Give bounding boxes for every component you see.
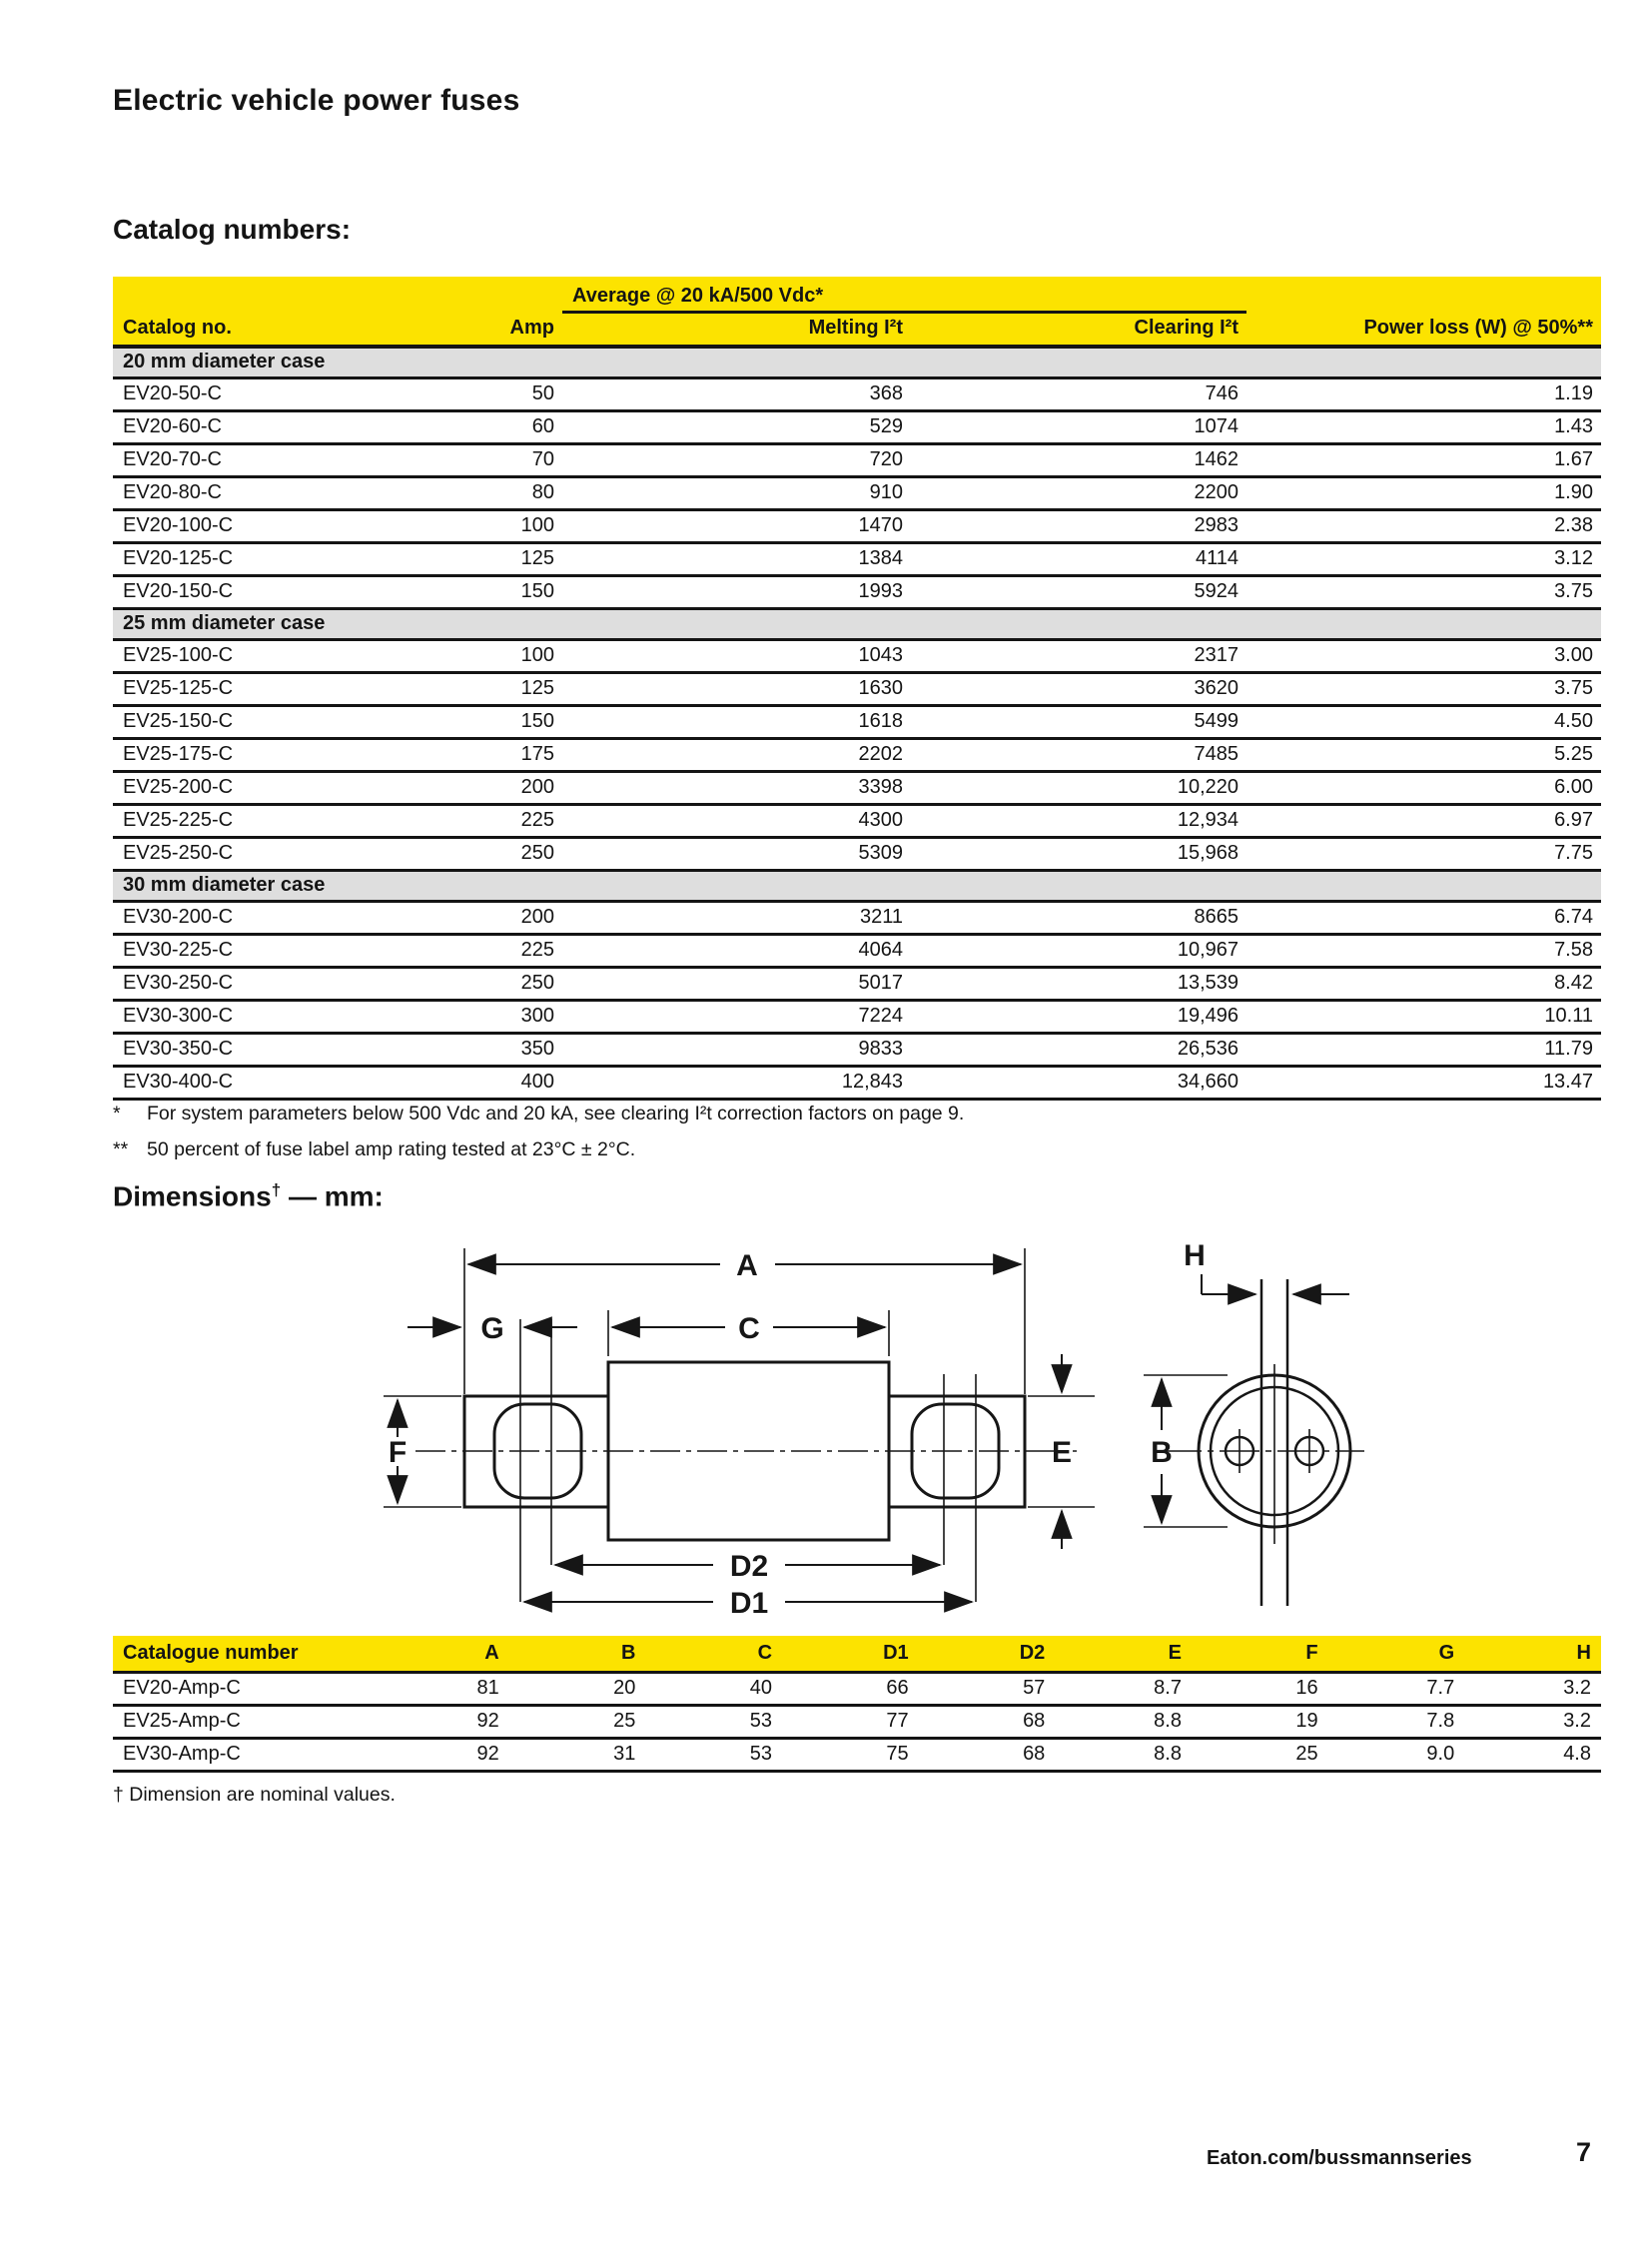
cell-catalog-no: EV20-100-C	[113, 509, 403, 542]
cell-clearing-i2t: 26,536	[911, 1033, 1246, 1066]
case-section-label: 25 mm diameter case	[113, 608, 1601, 639]
cell-catalog-no: EV20-60-C	[113, 410, 403, 443]
cell-power-loss: 10.11	[1246, 1000, 1601, 1033]
cell-catalog-no: EV30-300-C	[113, 1000, 403, 1033]
cell-catalog-no: EV25-250-C	[113, 837, 403, 870]
case-section-label: 30 mm diameter case	[113, 870, 1601, 901]
cell-dim-g: 7.8	[1328, 1705, 1465, 1738]
page-title: Electric vehicle power fuses	[113, 84, 520, 117]
cell-catalog-no: EV30-225-C	[113, 934, 403, 967]
cell-catalog-no: EV30-400-C	[113, 1066, 403, 1099]
cell-clearing-i2t: 5499	[911, 705, 1246, 738]
cell-melting-i2t: 5309	[562, 837, 911, 870]
cell-catalog-no: EV25-125-C	[113, 672, 403, 705]
dimensions-row	[113, 1738, 1601, 1771]
cell-dim-c: 53	[645, 1738, 782, 1771]
cell-power-loss: 6.00	[1246, 771, 1601, 804]
cell-clearing-i2t: 1074	[911, 410, 1246, 443]
cell-melting-i2t: 7224	[562, 1000, 911, 1033]
cell-melting-i2t: 1618	[562, 705, 911, 738]
cell-power-loss: 11.79	[1246, 1033, 1601, 1066]
cell-dim-b: 25	[509, 1705, 646, 1738]
cell-dim-a: 81	[373, 1672, 509, 1705]
cell-clearing-i2t: 10,967	[911, 934, 1246, 967]
dagger-superscript: †	[271, 1180, 282, 1199]
dims-col-f: F	[1192, 1636, 1328, 1672]
cell-dim-f: 16	[1192, 1672, 1328, 1705]
catalog-row	[113, 377, 1601, 410]
cell-catalog-no: EV20-50-C	[113, 377, 403, 410]
cell-melting-i2t: 1043	[562, 639, 911, 672]
cell-dim-d1: 66	[782, 1672, 919, 1705]
dimensions-row	[113, 1672, 1601, 1705]
catalog-row	[113, 443, 1601, 476]
catalog-row	[113, 771, 1601, 804]
cell-amp: 100	[403, 639, 562, 672]
cell-power-loss: 5.25	[1246, 738, 1601, 771]
cell-catalog-no: EV25-200-C	[113, 771, 403, 804]
cell-power-loss: 2.38	[1246, 509, 1601, 542]
catalog-row	[113, 1066, 1601, 1099]
footnote-marker: *	[113, 1103, 121, 1124]
dims-col-c: C	[645, 1636, 782, 1672]
cell-clearing-i2t: 13,539	[911, 967, 1246, 1000]
dim-label-a: A	[736, 1249, 758, 1282]
cell-melting-i2t: 1993	[562, 575, 911, 608]
catalog-row	[113, 509, 1601, 542]
cell-clearing-i2t: 746	[911, 377, 1246, 410]
cell-dim-c: 53	[645, 1705, 782, 1738]
cell-dim-d2: 68	[919, 1738, 1056, 1771]
cell-clearing-i2t: 7485	[911, 738, 1246, 771]
cell-amp: 125	[403, 672, 562, 705]
cell-dim-f: 25	[1192, 1738, 1328, 1771]
cell-catalogue-number: EV25-Amp-C	[113, 1705, 373, 1738]
cell-power-loss: 1.90	[1246, 476, 1601, 509]
dims-col-e: E	[1055, 1636, 1192, 1672]
cell-clearing-i2t: 1462	[911, 443, 1246, 476]
cell-amp: 150	[403, 705, 562, 738]
col-power-loss: Power loss (W) @ 50%**	[1246, 314, 1601, 347]
cell-melting-i2t: 5017	[562, 967, 911, 1000]
catalog-row	[113, 1033, 1601, 1066]
empty-header-cell	[113, 277, 562, 314]
catalog-row	[113, 837, 1601, 870]
cell-dim-e: 8.8	[1055, 1705, 1192, 1738]
cell-amp: 225	[403, 934, 562, 967]
cell-power-loss: 3.00	[1246, 639, 1601, 672]
footer-url: Eaton.com/bussmannseries	[1207, 2147, 1472, 2169]
cell-amp: 225	[403, 804, 562, 837]
cell-dim-e: 8.7	[1055, 1672, 1192, 1705]
cell-melting-i2t: 1630	[562, 672, 911, 705]
dims-col-h: H	[1464, 1636, 1601, 1672]
average-span-row	[113, 277, 1601, 314]
cell-power-loss: 1.43	[1246, 410, 1601, 443]
cell-catalog-no: EV25-150-C	[113, 705, 403, 738]
cell-amp: 250	[403, 967, 562, 1000]
cell-amp: 80	[403, 476, 562, 509]
empty-header-cell	[1246, 277, 1601, 314]
cell-melting-i2t: 12,843	[562, 1066, 911, 1099]
cell-melting-i2t: 4300	[562, 804, 911, 837]
catalog-header-row	[113, 314, 1601, 347]
dim-label-f: F	[388, 1436, 408, 1469]
catalog-row	[113, 672, 1601, 705]
cell-power-loss: 13.47	[1246, 1066, 1601, 1099]
cell-power-loss: 3.12	[1246, 542, 1601, 575]
cell-dim-d1: 75	[782, 1738, 919, 1771]
dimensions-heading	[113, 1180, 384, 1212]
page-number: 7	[1576, 2137, 1592, 2167]
cell-amp: 50	[403, 377, 562, 410]
cell-dim-h: 4.8	[1464, 1738, 1601, 1771]
cell-melting-i2t: 529	[562, 410, 911, 443]
cell-clearing-i2t: 10,220	[911, 771, 1246, 804]
col-amp: Amp	[403, 314, 562, 347]
cell-clearing-i2t: 12,934	[911, 804, 1246, 837]
cell-catalogue-number: EV30-Amp-C	[113, 1738, 373, 1771]
catalog-row	[113, 410, 1601, 443]
cell-dim-h: 3.2	[1464, 1672, 1601, 1705]
average-span-cell	[562, 277, 1246, 314]
cell-catalog-no: EV30-350-C	[113, 1033, 403, 1066]
cell-amp: 350	[403, 1033, 562, 1066]
cell-melting-i2t: 9833	[562, 1033, 911, 1066]
cell-catalog-no: EV25-225-C	[113, 804, 403, 837]
cell-dim-d2: 57	[919, 1672, 1056, 1705]
footnote-text: For system parameters below 500 Vdc and 20 kA, see clearing I²t correction factors on page 9.	[147, 1103, 965, 1124]
cell-catalog-no: EV25-175-C	[113, 738, 403, 771]
cell-power-loss: 7.58	[1246, 934, 1601, 967]
dim-label-d2: D2	[729, 1550, 769, 1583]
cell-amp: 175	[403, 738, 562, 771]
cell-catalog-no: EV20-80-C	[113, 476, 403, 509]
cell-melting-i2t: 368	[562, 377, 911, 410]
footnote-double-asterisk	[113, 1138, 635, 1161]
dim-label-b: B	[1151, 1436, 1173, 1469]
dimensions-heading-text: Dimensions	[113, 1180, 272, 1212]
cell-clearing-i2t: 2317	[911, 639, 1246, 672]
cell-melting-i2t: 910	[562, 476, 911, 509]
cell-dim-c: 40	[645, 1672, 782, 1705]
cell-clearing-i2t: 4114	[911, 542, 1246, 575]
catalog-numbers-table	[113, 277, 1601, 1101]
dims-col-d2: D2	[919, 1636, 1056, 1672]
footnote-text: 50 percent of fuse label amp rating tested at 23°C ± 2°C.	[147, 1138, 636, 1160]
cell-dim-b: 20	[509, 1672, 646, 1705]
cell-melting-i2t: 4064	[562, 934, 911, 967]
cell-clearing-i2t: 2200	[911, 476, 1246, 509]
cell-power-loss: 3.75	[1246, 575, 1601, 608]
cell-power-loss: 4.50	[1246, 705, 1601, 738]
cell-catalogue-number: EV20-Amp-C	[113, 1672, 373, 1705]
cell-dim-g: 9.0	[1328, 1738, 1465, 1771]
col-melting-i2t: Melting I²t	[562, 314, 911, 347]
dims-col-catalogue-number: Catalogue number	[113, 1636, 373, 1672]
dims-col-a: A	[373, 1636, 509, 1672]
cell-clearing-i2t: 34,660	[911, 1066, 1246, 1099]
dim-label-h: H	[1184, 1239, 1206, 1272]
col-clearing-i2t: Clearing I²t	[911, 314, 1246, 347]
catalog-row	[113, 705, 1601, 738]
cell-dim-d1: 77	[782, 1705, 919, 1738]
catalog-numbers-heading: Catalog numbers:	[113, 214, 352, 245]
cell-power-loss: 8.42	[1246, 967, 1601, 1000]
cell-catalog-no: EV25-100-C	[113, 639, 403, 672]
catalog-row	[113, 934, 1601, 967]
dims-col-b: B	[509, 1636, 646, 1672]
case-section-row	[113, 870, 1601, 901]
cell-amp: 100	[403, 509, 562, 542]
cell-melting-i2t: 2202	[562, 738, 911, 771]
cell-catalog-no: EV20-125-C	[113, 542, 403, 575]
catalog-row	[113, 1000, 1601, 1033]
cell-dim-f: 19	[1192, 1705, 1328, 1738]
cell-clearing-i2t: 19,496	[911, 1000, 1246, 1033]
dims-col-d1: D1	[782, 1636, 919, 1672]
cell-amp: 400	[403, 1066, 562, 1099]
cell-power-loss: 7.75	[1246, 837, 1601, 870]
dim-label-d1: D1	[729, 1587, 769, 1620]
footnote-dagger: † Dimension are nominal values.	[113, 1784, 396, 1806]
cell-melting-i2t: 1470	[562, 509, 911, 542]
dimensions-table	[113, 1636, 1601, 1773]
cell-melting-i2t: 1384	[562, 542, 911, 575]
cell-power-loss: 6.97	[1246, 804, 1601, 837]
catalog-row	[113, 738, 1601, 771]
cell-melting-i2t: 3398	[562, 771, 911, 804]
cell-power-loss: 1.67	[1246, 443, 1601, 476]
cell-dim-d2: 68	[919, 1705, 1056, 1738]
dimensions-heading-units: — mm:	[281, 1180, 384, 1212]
cell-amp: 60	[403, 410, 562, 443]
cell-power-loss: 1.19	[1246, 377, 1601, 410]
cell-dim-a: 92	[373, 1738, 509, 1771]
catalog-row	[113, 476, 1601, 509]
cell-amp: 70	[403, 443, 562, 476]
cell-amp: 200	[403, 901, 562, 934]
footnote-marker: **	[113, 1138, 129, 1160]
cell-amp: 125	[403, 542, 562, 575]
cell-clearing-i2t: 3620	[911, 672, 1246, 705]
cell-catalog-no: EV20-70-C	[113, 443, 403, 476]
cell-amp: 250	[403, 837, 562, 870]
catalog-row	[113, 967, 1601, 1000]
cell-clearing-i2t: 8665	[911, 901, 1246, 934]
cell-catalog-no: EV30-200-C	[113, 901, 403, 934]
cell-dim-e: 8.8	[1055, 1738, 1192, 1771]
dim-label-e: E	[1051, 1436, 1073, 1469]
dim-label-c: C	[738, 1312, 760, 1345]
average-span-label: Average @ 20 kA/500 Vdc*	[562, 285, 1246, 314]
dims-col-g: G	[1328, 1636, 1465, 1672]
cell-clearing-i2t: 2983	[911, 509, 1246, 542]
cell-amp: 150	[403, 575, 562, 608]
cell-catalog-no: EV30-250-C	[113, 967, 403, 1000]
dimensions-header-row	[113, 1636, 1601, 1672]
case-section-label: 20 mm diameter case	[113, 347, 1601, 377]
footnote-asterisk	[113, 1103, 964, 1125]
cell-dim-a: 92	[373, 1705, 509, 1738]
cell-dim-b: 31	[509, 1738, 646, 1771]
cell-amp: 200	[403, 771, 562, 804]
catalog-row	[113, 639, 1601, 672]
cell-amp: 300	[403, 1000, 562, 1033]
cell-clearing-i2t: 15,968	[911, 837, 1246, 870]
case-section-row	[113, 347, 1601, 377]
cell-clearing-i2t: 5924	[911, 575, 1246, 608]
catalog-row	[113, 542, 1601, 575]
fuse-dimension-diagram	[266, 1234, 1364, 1629]
cell-power-loss: 3.75	[1246, 672, 1601, 705]
cell-catalog-no: EV20-150-C	[113, 575, 403, 608]
col-catalog-no: Catalog no.	[113, 314, 403, 347]
catalog-row	[113, 804, 1601, 837]
dim-label-g: G	[480, 1312, 504, 1345]
cell-melting-i2t: 720	[562, 443, 911, 476]
catalog-row	[113, 901, 1601, 934]
cell-dim-h: 3.2	[1464, 1705, 1601, 1738]
cell-power-loss: 6.74	[1246, 901, 1601, 934]
dimensions-row	[113, 1705, 1601, 1738]
cell-melting-i2t: 3211	[562, 901, 911, 934]
case-section-row	[113, 608, 1601, 639]
cell-dim-g: 7.7	[1328, 1672, 1465, 1705]
catalog-row	[113, 575, 1601, 608]
